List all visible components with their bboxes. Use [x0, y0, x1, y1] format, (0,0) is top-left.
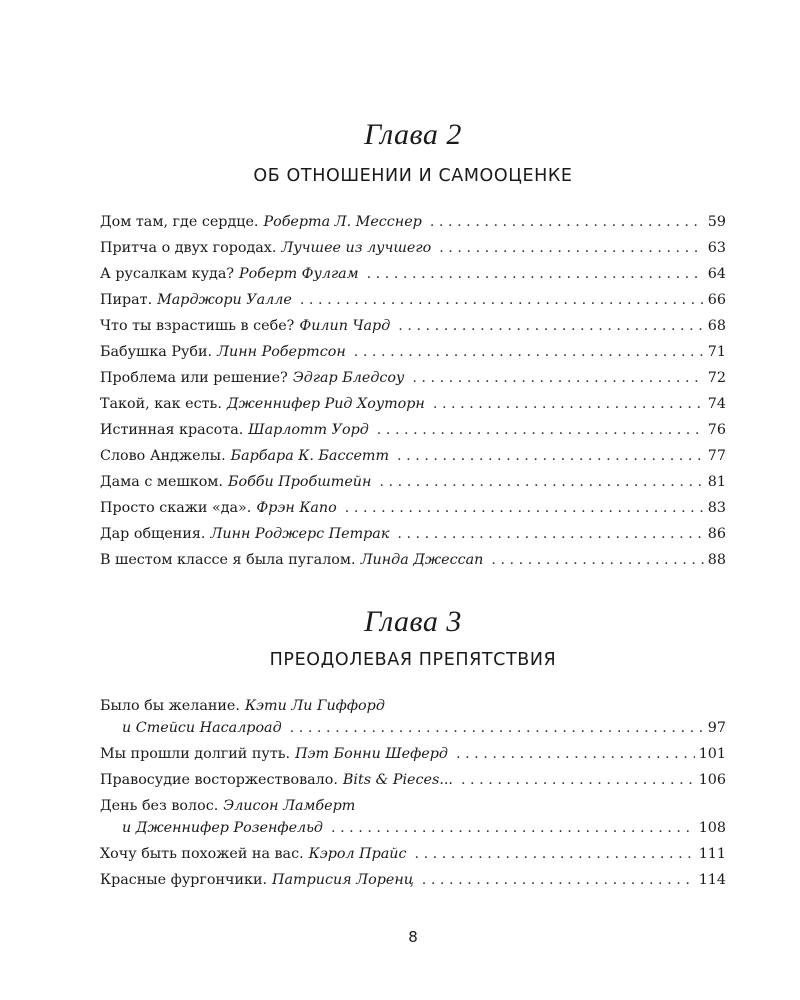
entry-page: 59	[707, 214, 726, 230]
toc-entry[interactable]	[100, 365, 726, 391]
entry-page: 64	[707, 266, 726, 282]
entry-author: Патрисия Лоренц	[272, 872, 414, 888]
entry-author: Марджори Уалле	[157, 292, 292, 308]
leader-dots	[354, 339, 704, 365]
entry-author: Дженнифер Рид Хоуторн	[226, 396, 425, 412]
leader-dots	[377, 417, 704, 443]
toc-entry[interactable]	[100, 417, 726, 443]
entry-author: Пэт Бонни Шеферд	[295, 746, 448, 762]
entry-page: 114	[698, 872, 726, 888]
entry-page: 74	[707, 396, 726, 412]
toc-entry[interactable]	[100, 261, 726, 287]
entry-page: 72	[707, 370, 726, 386]
entry-title: Красные фургончики.	[100, 872, 268, 888]
entry-author: Линда Джессап	[360, 552, 484, 568]
entry-author: Линн Робертсон	[217, 344, 346, 360]
entry-title: Дар общения.	[100, 526, 206, 542]
chapter-2-title: ОБ ОТНОШЕНИИ И САМООЦЕНКЕ	[253, 166, 573, 186]
toc-entry[interactable]	[100, 547, 726, 573]
entry-page: 101	[698, 746, 726, 762]
leader-dots	[300, 287, 704, 313]
entry-page: 108	[698, 820, 726, 836]
entry-title: Дама с мешком.	[100, 474, 223, 490]
entry-title: Притча о двух городах.	[100, 240, 277, 256]
entry-author-continued: и Стейси Насалроад	[122, 720, 282, 736]
entry-title: Хочу быть похожей на вас.	[100, 846, 304, 862]
entry-title: День без волос.	[100, 798, 219, 814]
entry-page: 86	[707, 526, 726, 542]
entry-title: Дом там, где сердце.	[100, 214, 259, 230]
leader-dots	[430, 209, 704, 235]
entry-author: Шарлотт Уорд	[248, 422, 369, 438]
entry-title: Пират.	[100, 292, 153, 308]
entry-author: Роберт Фулгам	[239, 266, 359, 282]
entry-page: 77	[707, 448, 726, 464]
entry-page: 97	[707, 720, 726, 736]
entry-author: Бобби Пробштейн	[227, 474, 372, 490]
chapter-2-toc	[100, 209, 726, 573]
leader-dots	[367, 261, 704, 287]
entry-author: Линн Роджерс Петрак	[210, 526, 390, 542]
leader-dots	[414, 841, 694, 867]
toc-entry[interactable]	[100, 867, 726, 893]
chapter-3-toc	[100, 693, 726, 893]
entry-title: Истинная красота.	[100, 422, 244, 438]
toc-entry[interactable]	[100, 767, 726, 793]
entry-author-continued: и Дженнифер Розенфельд	[122, 820, 323, 836]
entry-author: Элисон Ламберт	[223, 798, 356, 814]
entry-page: 76	[707, 422, 726, 438]
entry-title: Было бы желание.	[100, 698, 240, 714]
leader-dots	[412, 365, 703, 391]
entry-page: 81	[707, 474, 726, 490]
entry-page: 63	[707, 240, 726, 256]
entry-title: В шестом классе я была пугалом.	[100, 552, 356, 568]
toc-entry[interactable]	[100, 495, 726, 521]
toc-entry[interactable]	[100, 741, 726, 767]
entry-author: Лучшее из лучшего	[281, 240, 432, 256]
leader-dots	[456, 741, 695, 767]
leader-dots	[397, 521, 703, 547]
entry-author: Роберта Л. Месснер	[263, 214, 422, 230]
entry-title: Просто скажи «да».	[100, 500, 252, 516]
chapter-2-heading: Глава 2	[364, 118, 462, 151]
toc-entry[interactable]	[100, 521, 726, 547]
toc-entry[interactable]	[100, 235, 726, 261]
entry-author: Филип Чард	[299, 318, 391, 334]
leader-dots	[422, 867, 695, 893]
entry-title: Бабушка Руби.	[100, 344, 213, 360]
leader-dots	[461, 767, 695, 793]
leader-dots	[433, 391, 704, 417]
entry-page: 111	[698, 846, 726, 862]
entry-page: 68	[707, 318, 726, 334]
entry-author: Кэти Ли Гиффорд	[244, 698, 385, 714]
entry-title: А русалкам куда?	[100, 266, 235, 282]
leader-dots	[398, 313, 704, 339]
leader-dots	[331, 815, 695, 841]
book-page	[100, 0, 726, 1000]
leader-dots	[439, 235, 704, 261]
entry-page: 83	[707, 500, 726, 516]
toc-entry[interactable]	[100, 209, 726, 235]
leader-dots	[345, 495, 704, 521]
entry-title: Такой, как есть.	[100, 396, 222, 412]
entry-title: Правосудие восторжествовало.	[100, 772, 338, 788]
toc-entry[interactable]	[100, 443, 726, 469]
chapter-3-title: ПРЕОДОЛЕВАЯ ПРЕПЯТСТВИЯ	[269, 650, 557, 670]
entry-page: 106	[698, 772, 726, 788]
leader-dots	[397, 443, 704, 469]
entry-page: 71	[707, 344, 726, 360]
entry-author: Эдгар Бледсоу	[292, 370, 405, 386]
entry-author: Барбара К. Бассетт	[230, 448, 390, 464]
leader-dots	[290, 715, 704, 741]
toc-entry[interactable]	[100, 287, 726, 313]
leader-dots	[379, 469, 703, 495]
entry-author: Кэрол Прайс	[308, 846, 407, 862]
toc-entry[interactable]	[100, 841, 726, 867]
toc-entry[interactable]	[100, 339, 726, 365]
entry-page: 88	[707, 552, 726, 568]
entry-page: 66	[707, 292, 726, 308]
chapter-3-heading: Глава 3	[364, 605, 462, 638]
entry-title: Что ты взрастишь в себе?	[100, 318, 295, 334]
entry-title: Проблема или решение?	[100, 370, 288, 386]
leader-dots	[491, 547, 703, 573]
entry-author: Bits & Pieces...	[342, 772, 453, 788]
entry-title: Слово Анджелы.	[100, 448, 226, 464]
entry-author: Фрэн Капо	[256, 500, 337, 516]
page-number: 8	[408, 928, 418, 946]
toc-entry[interactable]	[100, 313, 726, 339]
toc-entry[interactable]	[100, 793, 726, 841]
toc-entry[interactable]	[100, 391, 726, 417]
toc-entry[interactable]	[100, 469, 726, 495]
entry-title: Мы прошли долгий путь.	[100, 746, 291, 762]
toc-entry[interactable]	[100, 693, 726, 741]
